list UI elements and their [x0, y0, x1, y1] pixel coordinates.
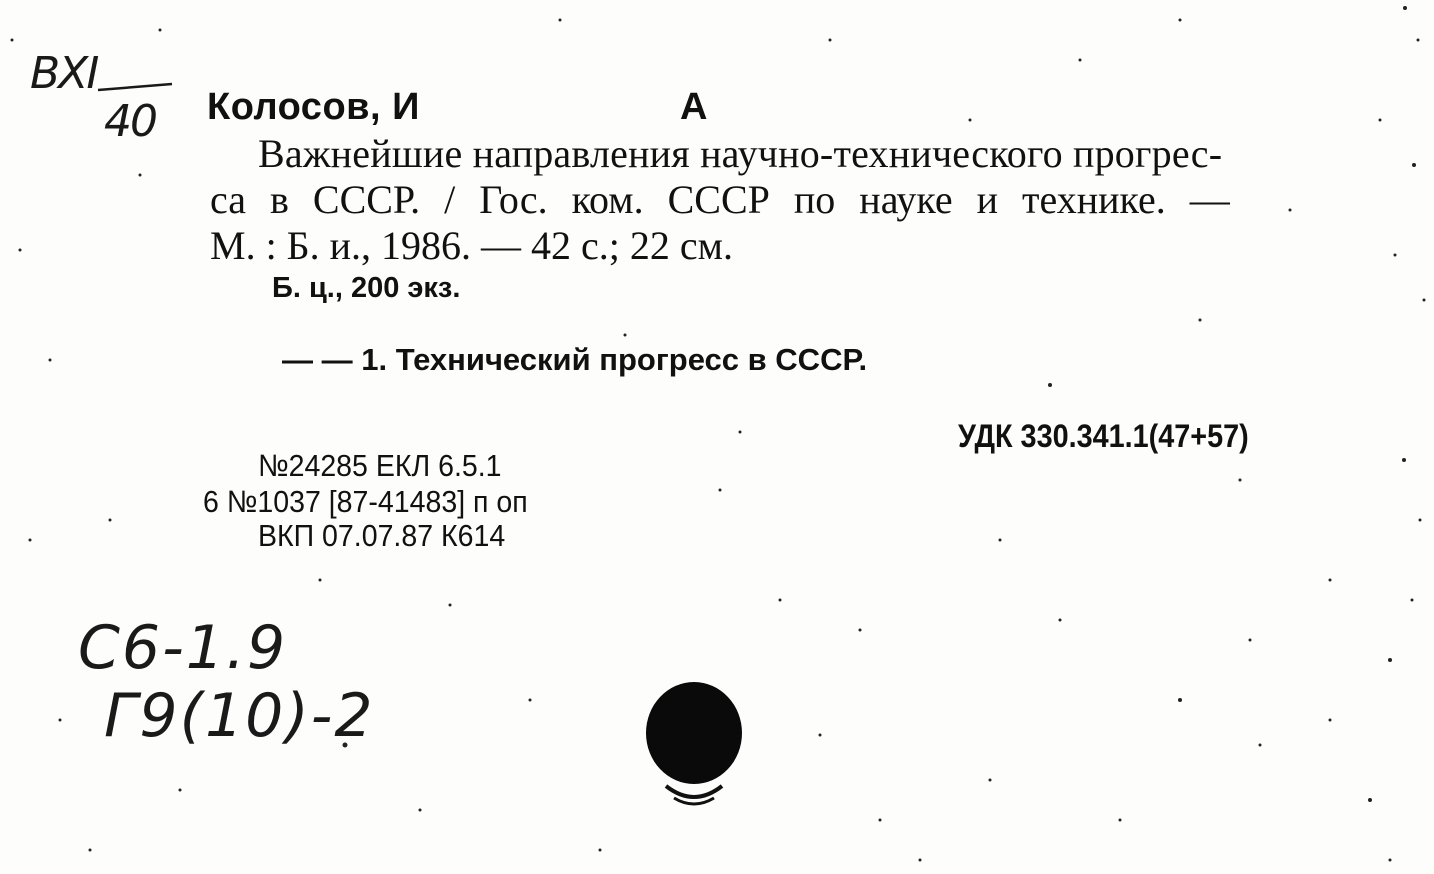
- author-initial: А: [680, 86, 708, 128]
- handwritten-call-number-bottom: 40: [104, 96, 156, 147]
- title-line-2: са в СССР. / Гос. ком. СССР по науке и технике. —: [210, 177, 1230, 222]
- handwritten-shelf-code-2: Г9(10)-2: [104, 681, 375, 751]
- udk-classification: УДК 330.341.1(47+57): [958, 418, 1249, 454]
- author-surname: Колосов, И: [207, 86, 420, 128]
- registration-line-1: №24285 ЕКЛ 6.5.1: [258, 448, 502, 483]
- handwritten-call-number-top: ВХI: [30, 48, 98, 99]
- title-line-1: Важнейшие направления научно-технического прогрес-: [258, 131, 1223, 176]
- registration-line-2: 6 №1037 [87-41483] п оп: [203, 484, 528, 519]
- card-punch-hole: [646, 682, 742, 784]
- subject-heading: — — 1. Технический прогресс в СССР.: [282, 342, 868, 377]
- price-and-print-run: Б. ц., 200 экз.: [272, 272, 461, 304]
- handwritten-shelf-code-1: С6-1.9: [78, 613, 288, 683]
- title-line-3: М. : Б. и., 1986. — 42 с.; 22 см.: [210, 223, 733, 268]
- registration-line-3: ВКП 07.07.87 К614: [258, 518, 506, 553]
